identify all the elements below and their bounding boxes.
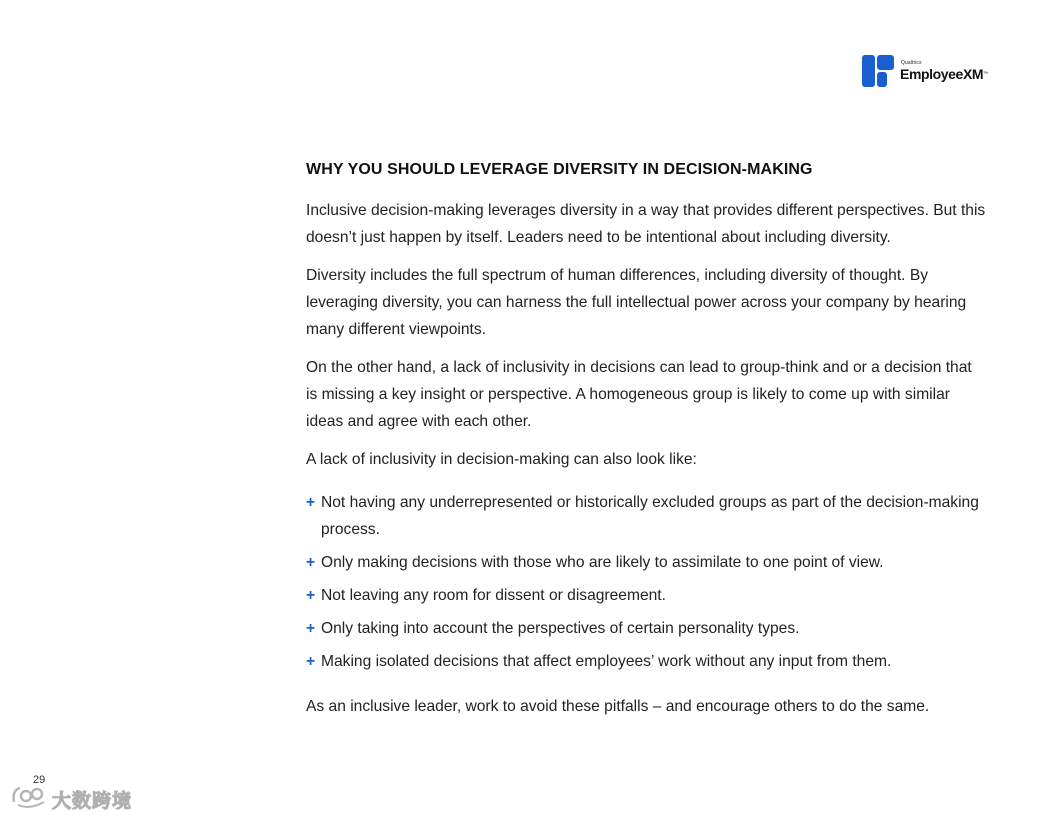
plus-icon: + (306, 620, 316, 637)
logo-product-name: EmployeeXM™ (900, 66, 989, 82)
qualtrics-logo-icon (862, 55, 894, 87)
closing-paragraph: As an inclusive leader, work to avoid these pitfalls – and encourage others to do the same. (306, 698, 930, 715)
employeexm-logo (862, 55, 992, 89)
list-item (306, 615, 986, 642)
bullet-text: Making isolated decisions that affect employees’ work without any input from them. (321, 653, 892, 670)
list-item (306, 582, 986, 609)
section-heading: WHY YOU SHOULD LEVERAGE DIVERSITY IN DECISION-MAKING (306, 161, 813, 178)
plus-icon: + (306, 587, 316, 604)
paragraph-4: A lack of inclusivity in decision-making can also look like: (306, 451, 697, 468)
list-item (306, 549, 986, 576)
bullet-text: Only taking into account the perspectives of certain personality types. (321, 620, 800, 637)
list-item (306, 489, 986, 543)
paragraph-2: Diversity includes the full spectrum of human differences, including diversity of thought. By leveraging diversity, you can harness the full intellectual power across your company by hearing many different viewpoints. (306, 267, 967, 338)
watermark-text: 大数跨境 (52, 791, 133, 812)
main-content (306, 160, 986, 731)
paragraph-3: On the other hand, a lack of inclusivity in decisions can lead to group-think and or a decision that is missing a key insight or perspective. A homogeneous group is likely to come up with similar ideas and agree with each other. (306, 359, 972, 430)
paragraph-1: Inclusive decision-making leverages diversity in a way that provides different perspectives. But this doesn’t just happen by itself. Leaders need to be intentional about including diversity. (306, 202, 986, 246)
plus-icon: + (306, 554, 316, 571)
page-number: 29 (33, 774, 46, 786)
bullet-text: Not leaving any room for dissent or disagreement. (321, 587, 666, 604)
plus-icon: + (306, 653, 316, 670)
bullet-text: Not having any underrepresented or historically excluded groups as part of the decision-making process. (321, 494, 979, 538)
logo-trademark: ™ (983, 71, 989, 77)
logo-company-name: Qualtrics (901, 60, 922, 66)
watermark (10, 782, 150, 810)
watermark-logo-icon (10, 782, 50, 810)
plus-icon: + (306, 494, 316, 511)
bullet-text: Only making decisions with those who are likely to assimilate to one point of view. (321, 554, 884, 571)
bullet-list (306, 489, 986, 675)
list-item (306, 648, 986, 675)
